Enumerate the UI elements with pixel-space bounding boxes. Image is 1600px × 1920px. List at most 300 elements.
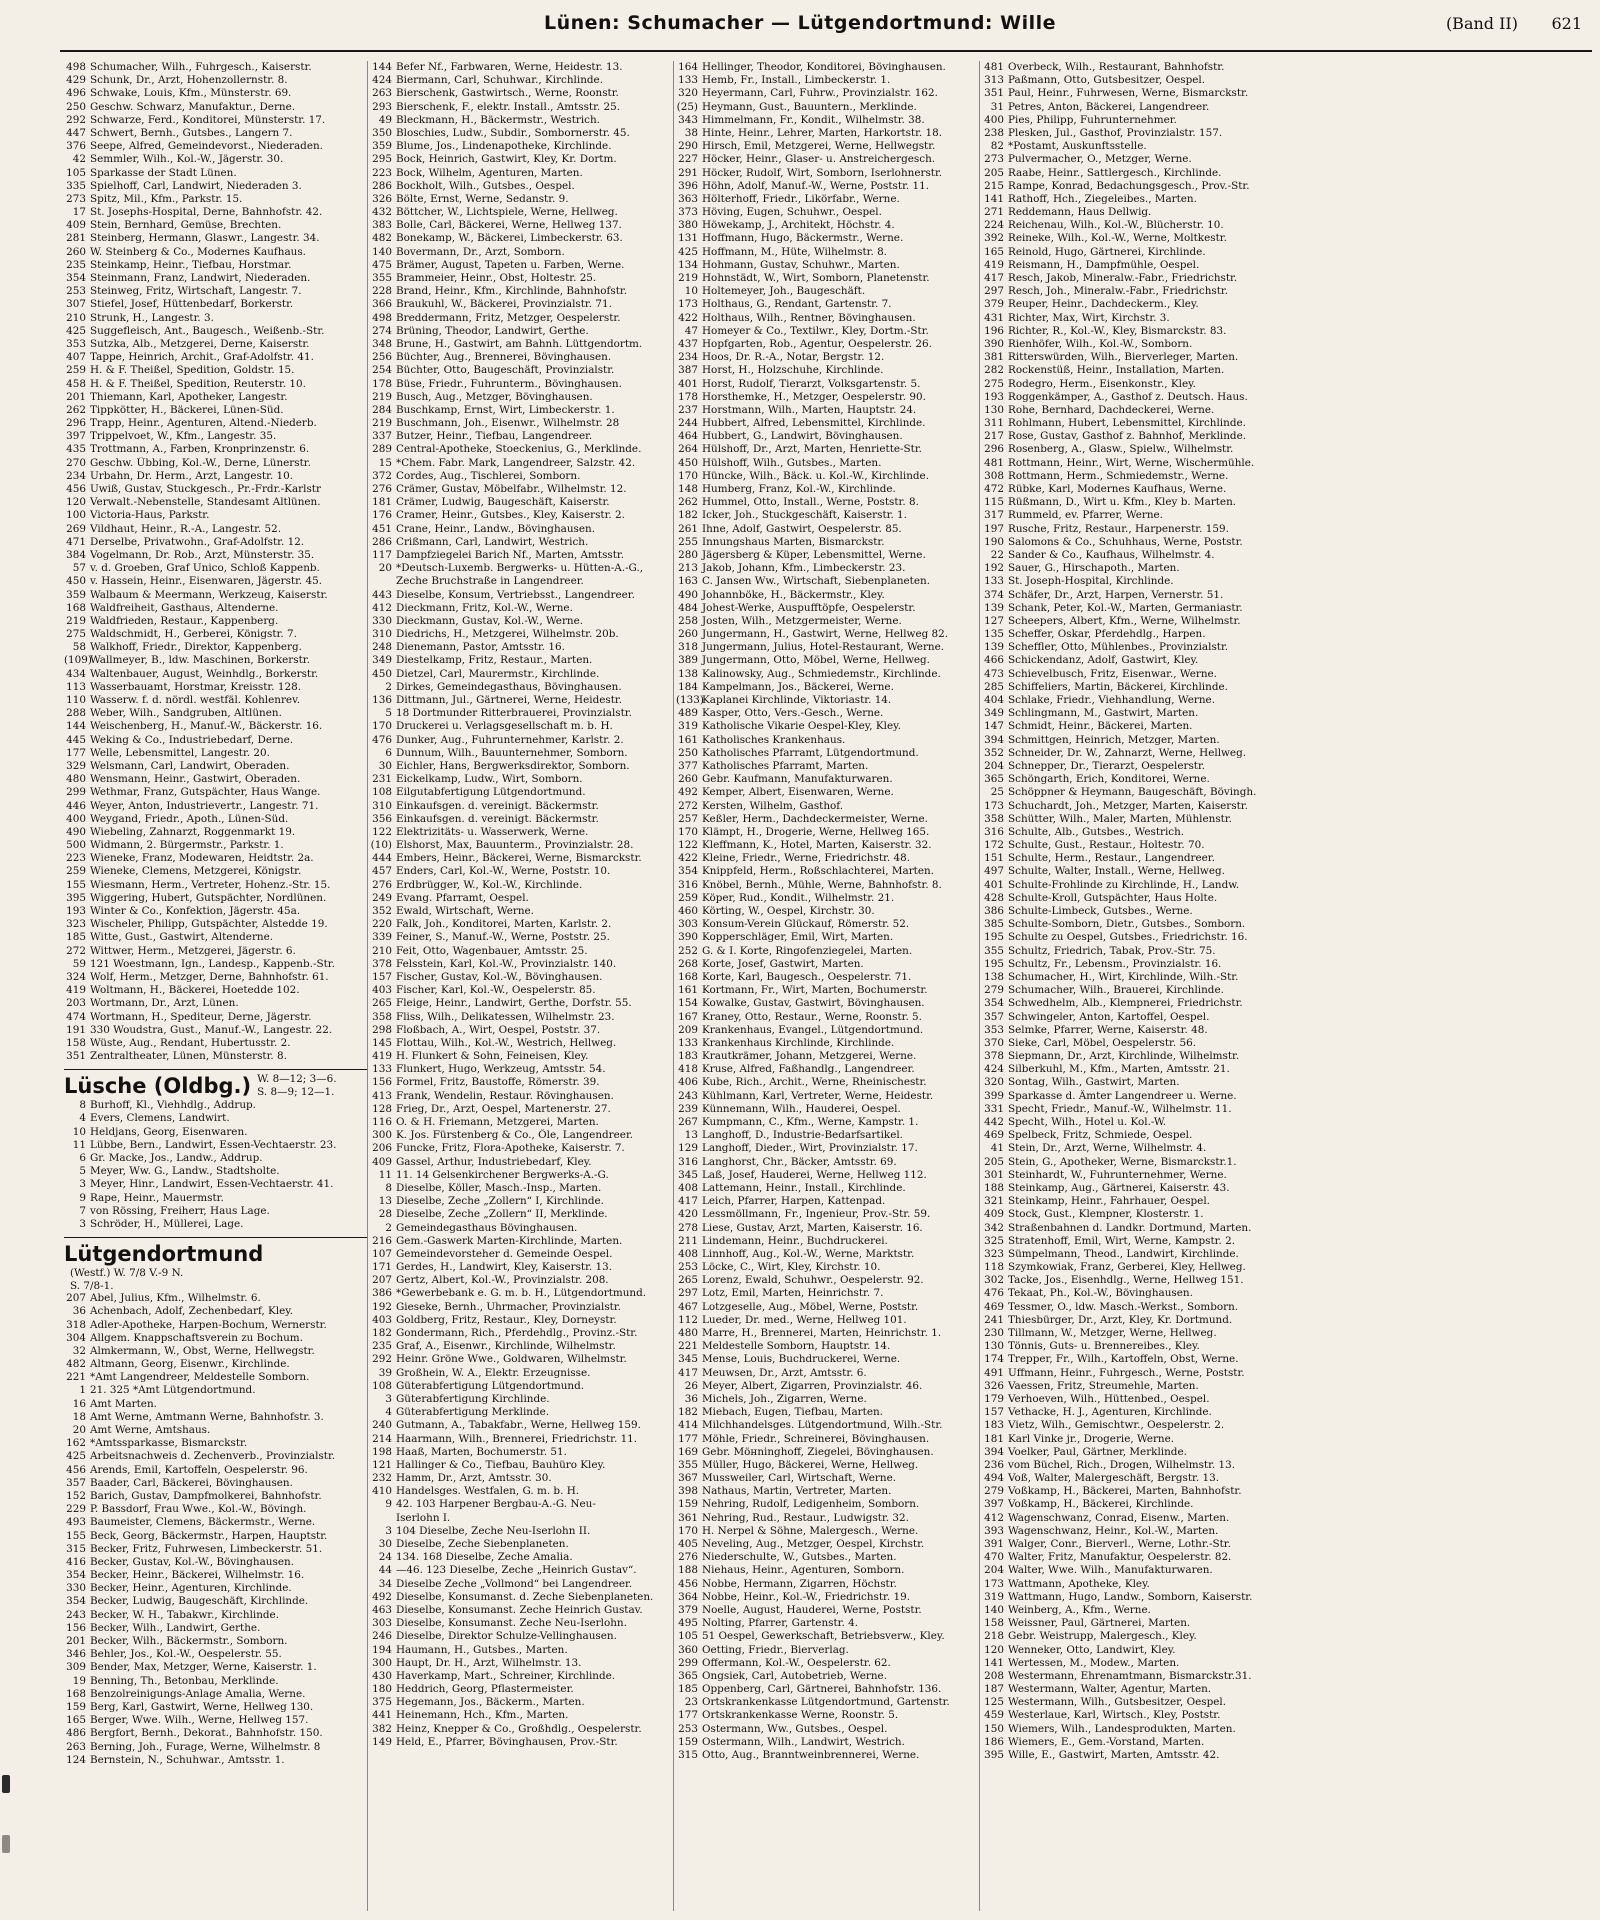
directory-entry — [64, 180, 367, 193]
phone-number: 130 — [984, 403, 1004, 416]
office-hours: W. 8—12; 3—6. S. 8—9; 12—1. — [257, 1073, 337, 1098]
entry-text: Wensmann, Heinr., Gastwirt, Oberaden. — [90, 773, 301, 786]
entry-text: Meyer, Ww. G., Landw., Stadtsholte. — [90, 1165, 280, 1178]
entry-text: Resch, Joh., Mineralw.-Fabr., Friedrichstr. — [1008, 285, 1229, 298]
directory-entry — [64, 892, 367, 905]
directory-entry — [64, 654, 367, 667]
phone-number: 164 — [678, 61, 698, 73]
directory-entry — [370, 509, 673, 522]
entry-text: Schievelbusch, Fritz, Eisenwar., Werne. — [1008, 667, 1217, 680]
phone-number: 417 — [678, 1366, 698, 1379]
directory-entry — [676, 1142, 979, 1155]
directory-entry — [676, 1024, 979, 1037]
directory-entry — [370, 997, 673, 1010]
entry-text: Wieneke, Franz, Modewaren, Heidtstr. 2a. — [90, 852, 314, 865]
phone-number: 157 — [984, 1406, 1004, 1419]
entry-text: Dienemann, Pastor, Amtsstr. 16. — [396, 641, 565, 654]
entry-text: Arbeitsnachweis d. Zechenverb., Provinzialstr. — [90, 1450, 336, 1463]
entry-text: *Amtssparkasse, Bismarckstr. — [90, 1437, 248, 1450]
phone-number: 292 — [372, 1353, 392, 1366]
phone-number: 161 — [678, 733, 698, 746]
entry-text: Tippkötter, H., Bäckerei, Lünen-Süd. — [90, 403, 284, 416]
directory-entry — [370, 1222, 673, 1235]
phone-number: 481 — [984, 456, 1004, 469]
directory-entry — [64, 509, 367, 522]
entry-text: 134. 168 Dieselbe, Zeche Amalia. — [396, 1551, 573, 1564]
volume-label: (Band II) — [1445, 14, 1518, 33]
phone-number: 30 — [378, 1538, 392, 1550]
directory-entry — [64, 74, 367, 87]
entry-text: Paßmann, Otto, Gutsbesitzer, Oespel. — [1008, 74, 1206, 87]
phone-number: 458 — [66, 377, 86, 390]
directory-entry — [982, 984, 1286, 997]
directory-entry — [982, 1024, 1286, 1037]
entry-text: Schwedhelm, Alb., Klempnerei, Friedrichstr. — [1008, 997, 1243, 1010]
directory-entry — [676, 338, 979, 351]
entry-text: Schuchardt, Joh., Metzger, Marten, Kaiserstr. — [1008, 799, 1248, 812]
directory-entry — [982, 997, 1286, 1010]
entry-text: Central-Apotheke, Stoeckenius, G., Merklinde. — [396, 443, 642, 456]
directory-entry — [676, 1498, 979, 1511]
directory-entry — [676, 1195, 979, 1208]
phone-number: 117 — [372, 548, 392, 561]
phone-number: 253 — [66, 285, 86, 298]
directory-entry — [676, 602, 979, 615]
entry-text: Dieselbe, Zeche „Zollern“ I, Kirchlinde. — [396, 1195, 604, 1208]
entry-text: Roggenkämper, A., Gasthof z. Deutsch. Haus. — [1008, 390, 1248, 403]
directory-entry — [370, 1314, 673, 1327]
phone-number: 148 — [678, 483, 698, 495]
directory-entry — [370, 575, 673, 588]
phone-number: 183 — [984, 1419, 1004, 1432]
entry-text: Leich, Pfarrer, Harpen, Kattenpad. — [702, 1195, 886, 1208]
phone-number: 394 — [984, 733, 1004, 746]
directory-entry — [982, 1011, 1286, 1024]
directory-entry — [370, 1683, 673, 1696]
directory-entry — [982, 140, 1286, 153]
phone-number: 168 — [678, 970, 698, 983]
entry-text: Weissner, Paul, Gärtnerei, Marten. — [1008, 1617, 1191, 1630]
directory-entry — [64, 312, 367, 325]
phone-number: 469 — [984, 1300, 1004, 1313]
phone-number: 167 — [678, 1010, 698, 1023]
directory-entry — [64, 694, 367, 707]
directory-entry — [982, 1419, 1286, 1432]
phone-number: 58 — [72, 641, 86, 654]
phone-number: 337 — [372, 430, 392, 443]
entry-text: H. Flunkert & Sohn, Feineisen, Kley. — [396, 1050, 589, 1063]
phone-number: 457 — [372, 865, 392, 878]
entry-text: Schulte zu Oespel, Gutsbes., Friedrichstr. 16. — [1008, 931, 1248, 944]
phone-number: 315 — [678, 1749, 698, 1761]
phone-number: 39 — [378, 1366, 392, 1379]
directory-entry — [676, 140, 979, 153]
directory-entry — [676, 298, 979, 311]
entry-text: Specht, Wilh., Hotel u. Kol.-W. — [1008, 1116, 1166, 1128]
entry-text: Hohmann, Gustav, Schuhwr., Marten. — [702, 258, 900, 271]
entry-text: Widmann, 2. Bürgermstr., Parkstr. 1. — [90, 839, 284, 852]
phone-number: 408 — [678, 1181, 698, 1194]
entry-text: Lattemann, Heinr., Install., Kirchlinde. — [702, 1181, 906, 1194]
entry-text: Buschmann, Joh., Eisenwr., Wilhelmstr. 28 — [396, 417, 620, 430]
entry-text: Tillmann, W., Metzger, Werne, Hellweg. — [1008, 1327, 1217, 1339]
phone-number: 450 — [678, 456, 698, 469]
directory-entry — [64, 918, 367, 931]
entry-text: Marre, H., Brennerei, Marten, Heinrichstr. 1. — [702, 1327, 942, 1339]
phone-number: 195 — [984, 931, 1004, 944]
directory-entry — [64, 773, 367, 786]
phone-number: 13 — [684, 1129, 698, 1142]
entry-text: Heymann, Gust., Bauuntern., Merklinde. — [702, 100, 917, 113]
directory-entry — [676, 1617, 979, 1630]
directory-entry — [370, 1472, 673, 1485]
entry-text: Höcker, Rudolf, Wirt, Somborn, Iserlohnerstr. — [702, 166, 943, 179]
directory-entry — [370, 1340, 673, 1353]
directory-entry — [64, 549, 367, 562]
phone-number: 269 — [66, 522, 86, 535]
entry-text: Szymkowiak, Franz, Gerberei, Kley, Hellweg. — [1008, 1261, 1246, 1274]
entry-text: Verwalt.-Nebenstelle, Standesamt Altlünen. — [90, 496, 321, 509]
binding-mark — [2, 1775, 10, 1793]
phone-number: 138 — [678, 667, 698, 680]
phone-number: 256 — [372, 351, 392, 364]
entry-text: Waldfrieden, Restaur., Kappenberg. — [90, 614, 279, 627]
entry-text: Humberg, Franz, Kol.-W., Kirchlinde. — [702, 483, 896, 495]
binding-mark — [2, 1835, 10, 1853]
phone-number: 162 — [66, 1437, 86, 1450]
phone-number: 361 — [678, 1511, 698, 1524]
phone-number: 437 — [678, 337, 698, 350]
directory-entry — [64, 1112, 367, 1125]
entry-text: —46. 123 Dieselbe, Zeche „Heinrich Gustav“. — [396, 1564, 637, 1577]
entry-text: *Postamt, Auskunftsstelle. — [1008, 140, 1147, 153]
directory-entry — [982, 945, 1286, 958]
phone-number: 120 — [66, 496, 86, 509]
directory-entry — [676, 1696, 979, 1709]
phone-number: 24 — [378, 1551, 392, 1564]
phone-number: 4 — [79, 1112, 86, 1125]
phone-number: 272 — [66, 944, 86, 957]
phone-number: 404 — [984, 694, 1004, 706]
entry-text: Stein, G., Apotheker, Werne, Bismarckstr.1. — [1008, 1155, 1237, 1168]
entry-text: Felsstein, Karl, Kol.-W., Provinzialstr. 140. — [396, 957, 617, 970]
directory-entry — [982, 905, 1286, 918]
phone-number: 238 — [984, 126, 1004, 139]
entry-text: Selmke, Pfarrer, Werne, Kaiserstr. 48. — [1008, 1023, 1208, 1036]
phone-number: 409 — [984, 1208, 1004, 1221]
directory-entry — [676, 1630, 979, 1643]
entry-text: Jungermann, Otto, Möbel, Werne, Hellweg. — [702, 654, 930, 667]
phone-number: 482 — [66, 1358, 86, 1371]
phone-number: 185 — [678, 1683, 698, 1696]
directory-entry — [370, 523, 673, 536]
directory-entry — [64, 1126, 367, 1139]
directory-entry — [982, 720, 1286, 733]
directory-entry — [676, 246, 979, 259]
phone-number: 392 — [984, 232, 1004, 245]
phone-number: 286 — [372, 179, 392, 192]
entry-text: Falk, Joh., Konditorei, Marten, Karlstr. 2. — [396, 918, 612, 931]
entry-text: Evang. Pfarramt, Oespel. — [396, 891, 529, 904]
phone-number: 188 — [984, 1181, 1004, 1194]
phone-number: 299 — [66, 786, 86, 799]
directory-entry — [64, 1037, 367, 1050]
phone-number: 391 — [984, 1538, 1004, 1550]
phone-number: 481 — [984, 61, 1004, 73]
directory-entry — [370, 786, 673, 799]
directory-entry — [370, 1090, 673, 1103]
entry-text: Wieneke, Clemens, Metzgerei, Königstr. — [90, 865, 302, 878]
entry-text: Silberkuhl, M., Kfm., Marten, Amtsstr. 21. — [1008, 1063, 1230, 1076]
entry-text: Lessmöllmann, Fr., Ingenieur, Prov.-Str. 59. — [702, 1208, 931, 1221]
entry-text: Nolting, Pfarrer, Gartenstr. 4. — [702, 1617, 858, 1630]
phone-number: 234 — [66, 469, 86, 482]
entry-text: Laß, Josef, Hauderei, Werne, Hellweg 112. — [702, 1168, 927, 1181]
entry-text: Jägersberg & Küper, Lebensmittel, Werne. — [702, 548, 926, 561]
phone-number: 380 — [678, 219, 698, 232]
entry-text: Arends, Emil, Kartoffeln, Oespelerstr. 96. — [90, 1463, 308, 1476]
entry-text: Wallmeyer, B., ldw. Maschinen, Borkerstr. — [90, 654, 310, 667]
entry-text: Reuper, Heinr., Dachdeckerm., Kley. — [1008, 298, 1199, 311]
entry-text: Resch, Jakob, Mineralw.-Fabr., Friedrichstr. — [1008, 272, 1238, 284]
directory-entry — [370, 325, 673, 338]
directory-entry — [982, 391, 1286, 404]
phone-number: 279 — [984, 984, 1004, 997]
phone-number: 365 — [984, 773, 1004, 786]
entry-text: Walter, Wwe. Wilh., Manufakturwaren. — [1008, 1564, 1213, 1577]
entry-text: Gertz, Albert, Kol.-W., Provinzialstr. 208. — [396, 1274, 609, 1287]
directory-entry — [982, 325, 1286, 338]
directory-entry — [982, 1538, 1286, 1551]
directory-entry — [982, 1696, 1286, 1709]
directory-entry — [370, 483, 673, 496]
phone-number: 120 — [984, 1643, 1004, 1656]
entry-text: Klämpt, H., Drogerie, Werne, Hellweg 165. — [702, 825, 930, 838]
entry-text: *Gewerbebank e. G. m. b. H., Lütgendortmund. — [396, 1287, 647, 1300]
phone-number: 428 — [984, 891, 1004, 904]
entry-text: Hamm, Dr., Arzt, Amtsstr. 30. — [396, 1472, 552, 1485]
entry-text: Vaessen, Fritz, Streumehle, Marten. — [1008, 1379, 1199, 1392]
entry-text: Ortskrankenkasse Werne, Roonstr. 5. — [702, 1709, 899, 1722]
entry-text: Icker, Joh., Stuckgeschäft, Kaiserstr. 1. — [702, 509, 907, 522]
entry-text: Vietz, Wilh., Gemischtwr., Oespelerstr. 2. — [1008, 1419, 1225, 1432]
entry-text: 51 Oespel, Gewerkschaft, Betriebsverw., Kley. — [702, 1630, 945, 1643]
entry-text: Fischer, Gustav, Kol.-W., Bövinghausen. — [396, 970, 603, 983]
entry-text: Gondermann, Rich., Pferdehdlg., Provinz.-Str. — [396, 1327, 638, 1339]
entry-text: Sparkasse der Stadt Lünen. — [90, 166, 237, 179]
directory-entry — [64, 1292, 367, 1305]
phone-number: 100 — [66, 509, 86, 522]
entry-text: Stein, Bernhard, Gemüse, Brechten. — [90, 219, 282, 232]
entry-text: Weyer, Anton, Industrievertr., Langestr. 71. — [90, 799, 319, 812]
directory-entry — [64, 1464, 367, 1477]
directory-entry — [64, 1319, 367, 1332]
phone-number: 197 — [984, 522, 1004, 535]
directory-entry — [64, 641, 367, 654]
entry-text: Berg, Karl, Gastwirt, Werne, Hellweg 130. — [90, 1700, 314, 1713]
phone-number: 139 — [984, 641, 1004, 654]
phone-number: 208 — [984, 1669, 1004, 1682]
directory-entry — [676, 87, 979, 100]
directory-entry — [64, 602, 367, 615]
phone-number: 373 — [678, 206, 698, 219]
entry-text: Kumpmann, C., Kfm., Werne, Kampstr. 1. — [702, 1116, 919, 1128]
phone-number: 374 — [984, 588, 1004, 601]
directory-entry — [64, 1741, 367, 1754]
directory-entry — [64, 1530, 367, 1543]
entry-text: Flottau, Wilh., Kol.-W., Westrich, Hellweg. — [396, 1036, 617, 1049]
phone-number: 20 — [378, 562, 392, 575]
directory-entry — [676, 1169, 979, 1182]
directory-entry — [64, 905, 367, 918]
entry-text: Rockenstüß, Heinr., Installation, Marten. — [1008, 364, 1225, 377]
directory-entry — [370, 734, 673, 747]
directory-entry — [982, 1512, 1286, 1525]
directory-entry — [982, 127, 1286, 140]
phone-number: 6 — [79, 1152, 86, 1164]
phone-number: 161 — [678, 984, 698, 997]
directory-entry — [64, 496, 367, 509]
phone-number: 243 — [66, 1608, 86, 1621]
phone-number: 343 — [678, 113, 698, 126]
phone-number: 284 — [372, 403, 392, 416]
directory-entry — [370, 1156, 673, 1169]
town-heading — [64, 1069, 367, 1099]
phone-number: 354 — [66, 272, 86, 284]
phone-number: 204 — [984, 759, 1004, 772]
entry-text: Wiemers, Wilh., Landesprodukten, Marten. — [1008, 1722, 1236, 1735]
entry-text: Neveling, Aug., Metzger, Oespel, Kirchstr. — [702, 1538, 925, 1550]
directory-entry — [676, 1419, 979, 1432]
phone-number: 372 — [372, 469, 392, 482]
entry-text: Gerdes, H., Landwirt, Kley, Kaiserstr. 13. — [396, 1261, 613, 1274]
entry-text: Rohlmann, Hubert, Lebensmittel, Kirchlinde. — [1008, 417, 1246, 430]
entry-text: *Amt Langendreer, Meldestelle Somborn. — [90, 1371, 310, 1384]
entry-text: Iserlohn I. — [396, 1511, 451, 1524]
entry-text: Bolle, Carl, Bäckerei, Werne, Hellweg 137. — [396, 219, 622, 232]
entry-text: Held, E., Pfarrer, Bövinghausen, Prov.-Str. — [396, 1735, 618, 1748]
entry-text: Müller, Hugo, Bäckerei, Werne, Hellweg. — [702, 1458, 919, 1471]
directory-entry — [982, 1327, 1286, 1340]
directory-entry — [676, 1525, 979, 1538]
entry-text: Bierschenk, F., elektr. Install., Amtsstr. 25. — [396, 100, 621, 113]
entry-text: Ostermann, Ww., Gutsbes., Oespel. — [702, 1722, 888, 1735]
phone-number: 382 — [372, 1722, 392, 1735]
directory-entry — [982, 312, 1286, 325]
phone-number: 179 — [984, 1392, 1004, 1405]
entry-text: Jungermann, H., Gastwirt, Werne, Hellweg 82. — [702, 628, 949, 641]
entry-text: Hubbert, Alfred, Lebensmittel, Kirchlinde. — [702, 417, 926, 430]
directory-entry — [676, 1156, 979, 1169]
phone-number: 491 — [984, 1366, 1004, 1379]
directory-entry — [370, 378, 673, 391]
phone-number: 463 — [372, 1603, 392, 1616]
phone-number: 456 — [66, 483, 86, 495]
directory-entry — [982, 1630, 1286, 1643]
entry-text: Rottmann, Herm., Schmiedemstr., Werne. — [1008, 469, 1229, 482]
directory-entry — [370, 1076, 673, 1089]
directory-entry — [64, 364, 367, 377]
directory-entry — [370, 298, 673, 311]
entry-text: Paul, Heinr., Fuhrwesen, Werne, Bismarckstr. — [1008, 87, 1249, 100]
entry-text: Karl Vinke jr., Drogerie, Werne. — [1008, 1432, 1175, 1445]
entry-text: Hoffmann, M., Hüte, Wilhelmstr. 8. — [702, 245, 887, 258]
entry-text: Nehring, Rud., Restaur., Ludwigstr. 32. — [702, 1511, 909, 1524]
entry-text: von Rössing, Freiherr, Haus Lage. — [90, 1204, 270, 1217]
phone-number: 18 — [72, 1410, 86, 1423]
entry-text: Ritterswürden, Wilh., Bierverleger, Marten. — [1008, 351, 1239, 364]
phone-number: 378 — [372, 957, 392, 970]
directory-entry — [64, 325, 367, 338]
entry-text: Becker, Heinr., Agenturen, Kirchlinde. — [90, 1582, 292, 1595]
entry-text: 121 Woestmann, Ign., Landesp., Kappenb.-Str. — [90, 957, 335, 970]
entry-text: Berger, Wwe. Wilh., Werne, Hellweg 157. — [90, 1714, 309, 1727]
directory-entry — [370, 1657, 673, 1670]
phone-number: 298 — [372, 1023, 392, 1036]
entry-text: Breddermann, Fritz, Metzger, Oespelerstr. — [396, 311, 621, 324]
directory-entry — [676, 1406, 979, 1419]
directory-entry — [64, 1582, 367, 1595]
directory-entry — [982, 430, 1286, 443]
page-number: 621 — [1551, 14, 1582, 33]
entry-text: Schumacher, Wilh., Fuhrgesch., Kaiserstr. — [90, 61, 312, 73]
entry-text: Zentraltheater, Lünen, Münsterstr. 8. — [90, 1050, 287, 1063]
phone-number: 399 — [984, 1089, 1004, 1102]
entry-text: Hoos, Dr. R.-A., Notar, Bergstr. 12. — [702, 351, 885, 364]
phone-number: 441 — [372, 1709, 392, 1722]
phone-number: 246 — [372, 1630, 392, 1643]
directory-entry — [370, 1670, 673, 1683]
directory-entry — [982, 641, 1286, 654]
directory-entry — [64, 1024, 367, 1037]
directory-entry — [982, 1037, 1286, 1050]
entry-text: Künnemann, Wilh., Hauderei, Oespel. — [702, 1102, 901, 1115]
entry-text: Waldfreiheit, Gasthaus, Altenderne. — [90, 601, 279, 614]
phone-number: 219 — [678, 272, 698, 284]
phone-number: 493 — [66, 1516, 86, 1529]
directory-entry — [64, 193, 367, 206]
phone-number: 259 — [66, 364, 86, 377]
directory-entry — [982, 272, 1286, 285]
phone-number: 476 — [372, 733, 392, 746]
phone-number: 356 — [372, 812, 392, 825]
entry-text: Reddemann, Haus Dellwig. — [1008, 206, 1152, 219]
directory-entry — [370, 707, 673, 720]
phone-number: 403 — [372, 1313, 392, 1326]
directory-entry — [676, 892, 979, 905]
phone-number: 110 — [66, 694, 86, 706]
phone-number: 231 — [372, 773, 392, 786]
directory-entry — [370, 153, 673, 166]
phone-number: 22 — [990, 548, 1004, 561]
directory-entry — [982, 1287, 1286, 1300]
entry-text: Haupt, Dr. H., Arzt, Wilhelmstr. 13. — [396, 1656, 582, 1669]
directory-entry — [64, 246, 367, 259]
entry-text: Schlake, Friedr., Viehhandlung, Werne. — [1008, 694, 1216, 706]
phone-number: 273 — [66, 192, 86, 205]
entry-text: Sander & Co., Kaufhaus, Wilhelmstr. 4. — [1008, 548, 1215, 561]
directory-entry — [64, 1516, 367, 1529]
directory-entry — [982, 470, 1286, 483]
phone-number: 239 — [678, 1102, 698, 1115]
phone-number: 2 — [385, 1221, 392, 1234]
phone-number: 286 — [372, 535, 392, 548]
directory-entry — [982, 483, 1286, 496]
entry-text: Reichenau, Wilh., Kol.-W., Blücherstr. 10. — [1008, 219, 1224, 232]
directory-entry — [370, 206, 673, 219]
entry-text: Schultz, Fr., Lebensm., Provinzialstr. 16. — [1008, 957, 1222, 970]
phone-number: 2 — [385, 680, 392, 693]
